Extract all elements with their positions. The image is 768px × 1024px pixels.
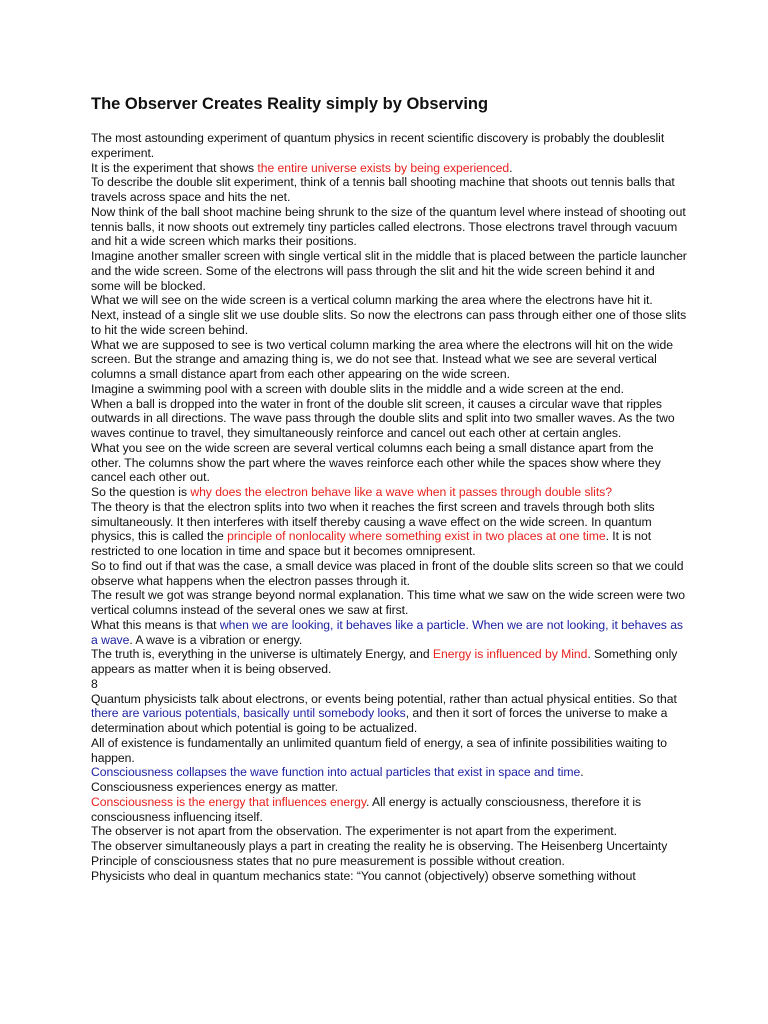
text-segment: , and then it sort of forces the universe to make a determination about which potential is going to be actualized. [91,706,668,735]
text-segment: So the question is [91,485,191,499]
highlighted-text-segment: Energy is influenced by Mind [432,647,588,662]
text-segment: . Something only appears as matter when it is being observed. [91,647,678,676]
paragraph-p20 [91,692,687,736]
text-segment: . [509,160,513,175]
text-segment: The observer simultaneously plays a part in creating the reality he is observing. The Heisenberg Uncertainty Principle of consciousness states that no pure measurement is possible without creation. [91,839,668,868]
paragraph-p16 [91,588,687,618]
text-segment: The theory is that the electron splits into two when it reaches the first screen and travels through both slits simultaneously. It then interferes with itself thereby causing a wave effect on the wide screen. In quantum physics, this is called the [91,499,655,544]
paragraph-p3 [91,161,687,176]
paragraph-p26 [91,839,687,869]
text-segment: Imagine a swimming pool with a screen with double slits in the middle and a wide screen at the end. [91,381,624,396]
document-title: The Observer Creates Reality simply by Observing [91,95,489,113]
paragraph-p25 [91,824,687,839]
text-segment: . All energy is actually consciousness, therefore it is consciousness influencing itself. [91,794,642,824]
paragraph-p23 [91,780,687,795]
paragraph-p22 [91,765,687,780]
text-segment: What we will see on the wide screen is a vertical column marking the area where the electrons have hit it. [91,293,653,308]
paragraph-p14 [91,500,687,559]
paragraph-p1 [91,131,687,146]
text-segment: The result we got was strange beyond normal explanation. This time what we saw on the wide screen were two vertical columns instead of the several ones we saw at first. [91,588,686,617]
highlighted-text-segment: why does the electron behave like a wave when it passes through double slits? [190,485,612,499]
highlighted-text-segment: principle of nonlocality where something exist in two places at one time [227,529,606,544]
paragraph-p4 [91,175,687,205]
paragraph-p10 [91,382,687,397]
paragraph-p12 [91,441,687,485]
paragraph-p24 [91,795,687,825]
highlighted-text-segment: Consciousness is the energy that influences energy [91,794,367,809]
paragraph-p2 [91,146,687,161]
text-segment: Now think of the ball shoot machine being shrunk to the size of the quantum level where instead of shooting out tennis balls, it now shoots out extremely tiny particles called electrons. Those electrons travel through vacuum and hit a wide screen which marks their positions. [91,204,686,249]
paragraph-p13 [91,485,687,500]
paragraph-p6 [91,249,687,293]
paragraph-p15 [91,559,687,589]
paragraph-p9 [91,338,687,382]
paragraph-p11 [91,397,687,441]
text-segment: What you see on the wide screen are several vertical columns each being a small distance apart from the other. The columns show the part where the waves reinforce each other while the spaces show where they cancel each other out. [91,440,661,485]
paragraph-p18 [91,647,687,677]
document-page [91,94,687,883]
text-segment: Consciousness experiences energy as matter. [91,780,339,794]
paragraph-p27 [91,869,687,884]
highlighted-text-segment: Consciousness collapses the wave function into actual particles that exist in space and time [91,765,581,780]
text-segment: When a ball is dropped into the water in front of the double slit screen, it causes a circular wave that ripples outwards in all directions. The wave pass through the double slits and split into two smaller waves. As the two waves continue to travel, they simultaneously reinforce and cancel out each other at certain angles. [91,396,675,440]
document-body [91,131,687,883]
text-segment: It is the experiment that shows [91,160,258,175]
text-segment: Physicists who deal in quantum mechanics state: “You cannot (objectively) observe something without [91,868,636,883]
text-segment: Next, instead of a single slit we use double slits. So now the electrons can pass through either one of those slits to hit the wide screen behind. [91,308,687,337]
text-segment: The observer is not apart from the observation. The experimenter is not apart from the experiment. [91,824,617,839]
text-segment: . A wave is a vibration or energy. [129,632,303,647]
text-segment: . It is not restricted to one location in time and space but it becomes omnipresent. [91,529,652,558]
text-segment: . [580,765,584,780]
paragraph-p17 [91,618,687,648]
highlighted-text-segment: there are various potentials, basically until somebody looks [91,706,406,721]
text-segment: experiment. [91,145,155,160]
highlighted-text-segment: when we are looking, it behaves like a particle. When we are not looking, it behaves as a wave [91,617,683,647]
text-segment: The truth is, everything in the universe is ultimately Energy, and [91,647,433,662]
text-segment: What this means is that [91,617,220,632]
text-segment: So to find out if that was the case, a small device was placed in front of the double slits screen so that we could observe what happens when the electron passes through it. [91,558,684,588]
paragraph-p19 [91,677,687,692]
text-segment: What we are supposed to see is two vertical column marking the area where the electrons will hit on the wide screen. But the strange and amazing thing is, we do not see that. Instead what we see are several vertical columns a small distance apart from each other appearing on the wide screen. [91,337,673,381]
text-segment: To describe the double slit experiment, think of a tennis ball shooting machine that shoots out tennis balls that travels across space and hits the net. [91,175,675,204]
paragraph-p21 [91,736,687,766]
text-segment: Imagine another smaller screen with single vertical slit in the middle that is placed between the particle launcher and the wide screen. Some of the electrons will pass through the slit and hit the wide screen behind it and some will be blocked. [91,249,687,293]
highlighted-text-segment: the entire universe exists by being experienced [257,160,510,175]
paragraph-p7 [91,293,687,308]
paragraph-p8 [91,308,687,338]
text-segment: All of existence is fundamentally an unlimited quantum field of energy, a sea of infinite possibilities waiting to happen. [91,735,668,765]
text-segment: The most astounding experiment of quantum physics in recent scientific discovery is probably the doubleslit [91,131,665,145]
paragraph-p5 [91,205,687,249]
text-segment: Quantum physicists talk about electrons, or events being potential, rather than actual physical entities. So that [91,691,677,706]
text-segment: 8 [91,676,98,691]
